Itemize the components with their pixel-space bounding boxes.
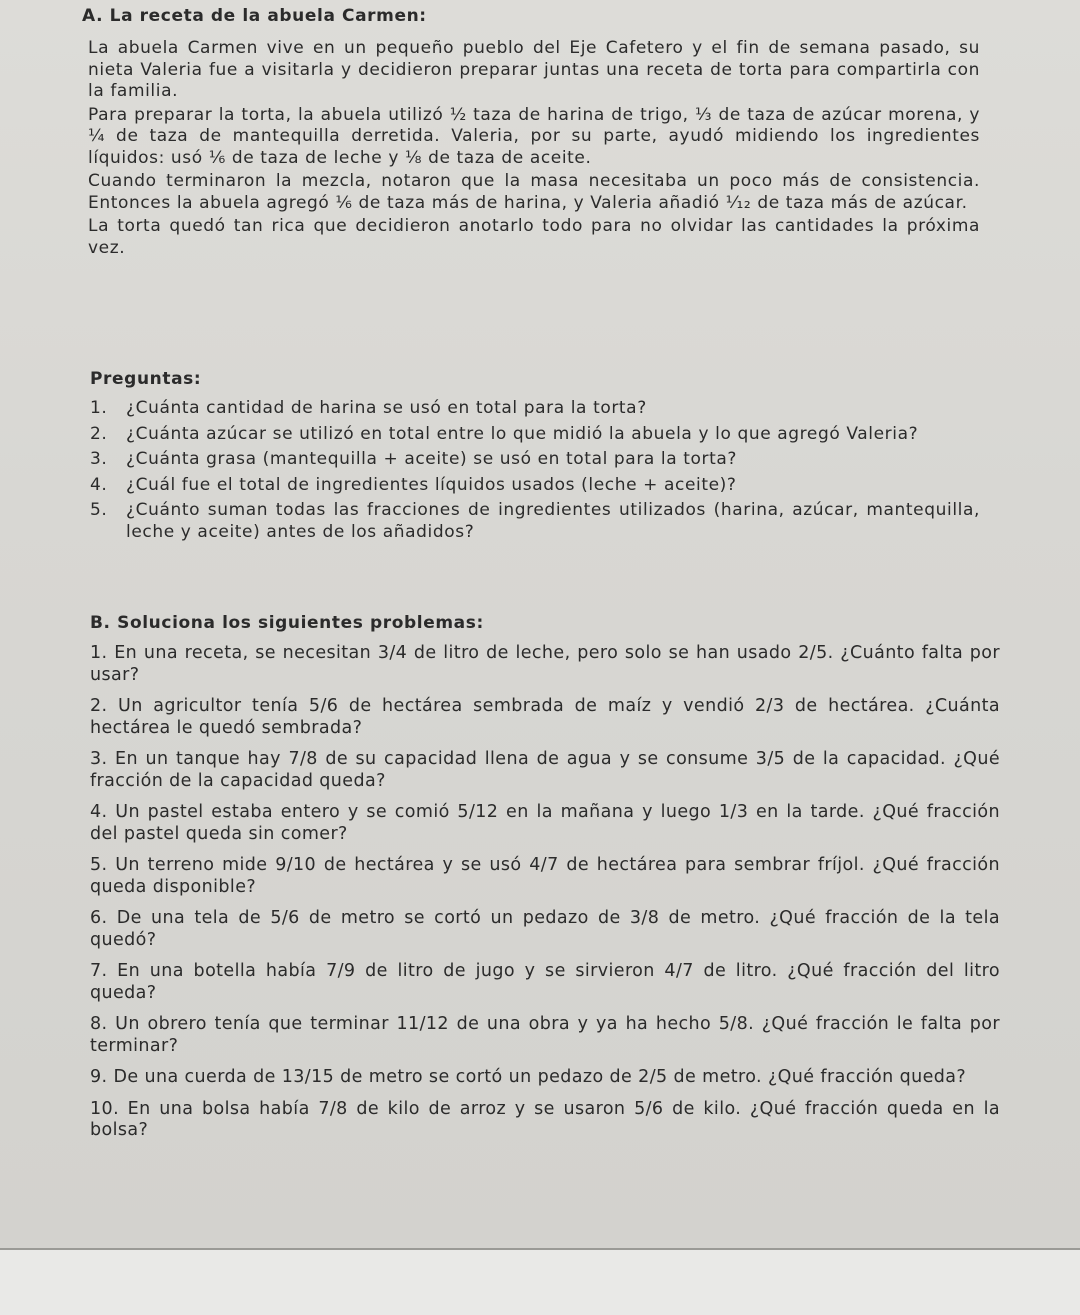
questions-list (90, 398, 980, 547)
question-number: 1. (90, 398, 108, 418)
question-item (90, 500, 980, 543)
question-text: ¿Cuánta grasa (mantequilla + aceite) se usó en total para la torta? (126, 449, 738, 469)
question-number: 5. (90, 500, 108, 520)
question-text: ¿Cuánta cantidad de harina se usó en total para la torta? (126, 398, 647, 418)
question-number: 4. (90, 474, 108, 495)
story-paragraph: Para preparar la torta, la abuela utilizó ½ taza de harina de trigo, ⅓ de taza de azúcar morena, y ¼ de taza de mantequilla derretida. Valeria, por su parte, ayudó midiendo los ingredientes líquidos: usó ⅙ de taza de leche y ⅛ de taza de aceite. (88, 104, 980, 168)
problem-item: 2. Un agricultor tenía 5/6 de hectárea sembrada de maíz y vendió 2/3 de hectárea. ¿Cuánta hectárea le quedó sembrada? (90, 696, 1000, 738)
section-b-title: B. Soluciona los siguientes problemas: (90, 613, 484, 633)
question-number: 2. (90, 423, 108, 444)
problem-item: 10. En una bolsa había 7/8 de kilo de arroz y se usaron 5/6 de kilo. ¿Qué fracción queda en la bolsa? (90, 1098, 1000, 1140)
problem-item: 9. De una cuerda de 13/15 de metro se cortó un pedazo de 2/5 de metro. ¿Qué fracción queda? (90, 1067, 967, 1087)
problem-item: 4. Un pastel estaba entero y se comió 5/12 en la mañana y luego 1/3 en la tarde. ¿Qué fracción del pastel queda sin comer? (90, 802, 1000, 844)
problem-item: 8. Un obrero tenía que terminar 11/12 de una obra y ya ha hecho 5/8. ¿Qué fracción le falta por terminar? (90, 1014, 1000, 1056)
problem-item: 5. Un terreno mide 9/10 de hectárea y se usó 4/7 de hectárea para sembrar fríjol. ¿Qué fracción queda disponible? (90, 855, 1000, 897)
story-paragraph: Cuando terminaron la mezcla, notaron que la masa necesitaba un poco más de consistencia. Entonces la abuela agregó ⅙ de taza más de harina, y Valeria añadió ¹⁄₁₂ de taza más de azúcar. (88, 171, 980, 213)
question-text: ¿Cuánto suman todas las fracciones de ingredientes utilizados (harina, azúcar, mantequilla, leche y aceite) antes de los añadidos? (126, 500, 980, 542)
question-item (90, 449, 980, 471)
section-a-title: A. La receta de la abuela Carmen: (82, 6, 427, 26)
question-text: ¿Cuánta azúcar se utilizó en total entre lo que midió la abuela y lo que agregó Valeria? (126, 423, 919, 444)
story-paragraph: La abuela Carmen vive en un pequeño pueblo del Eje Cafetero y el fin de semana pasado, su nieta Valeria fue a visitarla y decidieron preparar juntas una receta de torta para compartirla con la familia. (88, 38, 980, 101)
story-paragraph: La torta quedó tan rica que decidieron anotarlo todo para no olvidar las cantidades la próxima vez. (88, 216, 980, 258)
question-item (90, 475, 980, 497)
problems-list (90, 643, 1000, 1152)
problem-item: 1. En una receta, se necesitan 3/4 de litro de leche, pero solo se han usado 2/5. ¿Cuánto falta por usar? (90, 643, 1000, 685)
story-text (88, 38, 980, 261)
problem-item: 3. En un tanque hay 7/8 de su capacidad llena de agua y se consume 3/5 de la capacidad. ¿Qué fracción de la capacidad queda? (90, 749, 1000, 791)
question-item (90, 398, 980, 420)
questions-title: Preguntas: (90, 369, 202, 389)
background-surface (0, 1250, 1080, 1315)
problem-item: 7. En una botella había 7/9 de litro de jugo y se sirvieron 4/7 de litro. ¿Qué fracción del litro queda? (90, 961, 1000, 1003)
question-text: ¿Cuál fue el total de ingredientes líquidos usados (leche + aceite)? (126, 474, 737, 495)
question-number: 3. (90, 449, 108, 469)
problem-item: 6. De una tela de 5/6 de metro se cortó un pedazo de 3/8 de metro. ¿Qué fracción de la tela quedó? (90, 908, 1000, 950)
question-item (90, 424, 980, 446)
